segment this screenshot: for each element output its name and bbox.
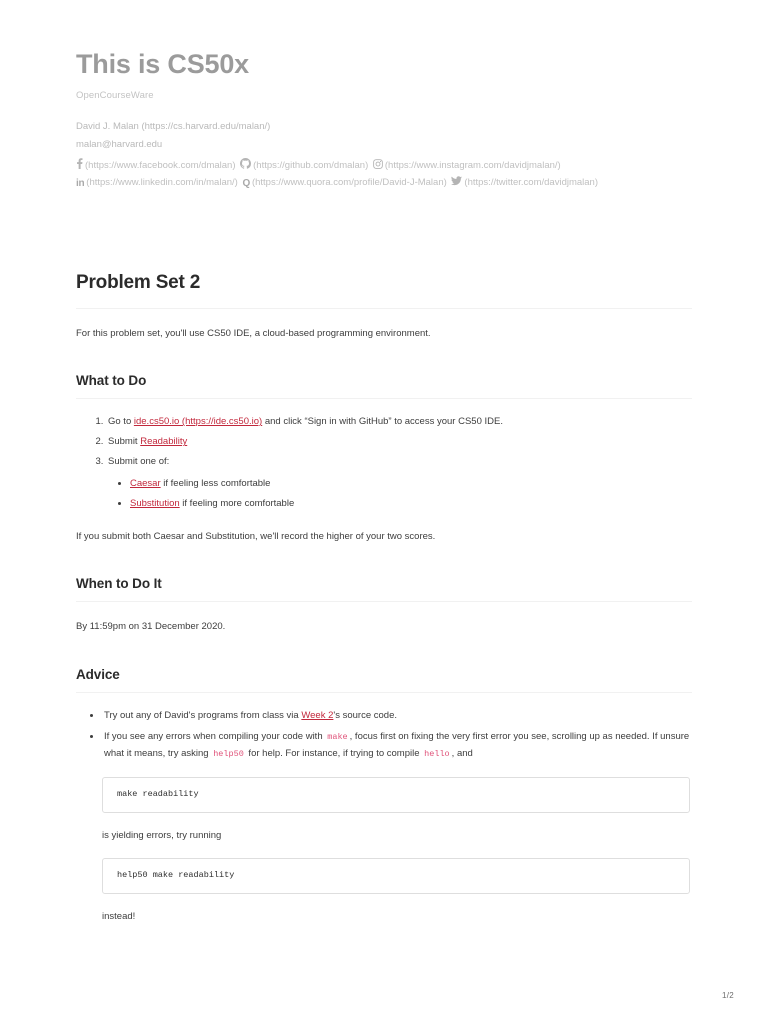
section-heading-problem-set: Problem Set 2 — [76, 271, 201, 293]
list-item — [130, 495, 692, 512]
page-number: 1/2 — [721, 991, 734, 1000]
linkedin-icon: in — [76, 178, 85, 190]
quora-icon: Q — [242, 178, 250, 190]
author-name-line: David J. Malan (https://cs.harvard.edu/malan/) — [76, 121, 271, 133]
code-block-wrapper — [102, 858, 690, 894]
advice2-part-c: for help. For instance, if trying to compile — [245, 748, 423, 760]
code-block-note-between: is yielding errors, try running — [102, 829, 222, 841]
list-item — [130, 475, 692, 492]
list-item — [102, 707, 692, 724]
social-link-twitter[interactable] — [451, 177, 598, 188]
inline-code-help50: help50 — [213, 749, 244, 760]
step1-prefix: Go to — [108, 416, 134, 428]
link-ide-cs50[interactable]: ide.cs50.io (https://ide.cs50.io) — [133, 416, 263, 428]
document-masthead — [76, 48, 692, 194]
social-url-github: (https://github.com/dmalan) — [253, 159, 369, 171]
link-week-2[interactable]: Week 2 — [301, 709, 334, 721]
step3-text: Submit one of: — [108, 456, 170, 468]
code-block-note-after: instead! — [102, 911, 136, 923]
inline-code-make: make — [327, 732, 348, 743]
list-item — [106, 433, 692, 450]
link-caesar[interactable]: Caesar — [130, 478, 161, 490]
social-url-quora: (https://www.quora.com/profile/David-J-Malan) — [251, 177, 447, 189]
social-url-facebook: (https://www.facebook.com/dmalan) — [85, 159, 236, 171]
list-item — [102, 728, 692, 763]
advice2-part-d: , and — [451, 748, 473, 760]
instagram-icon — [373, 159, 383, 169]
what-to-do-list — [76, 413, 692, 511]
social-url-instagram: (https://www.instagram.com/davidjmalan/) — [384, 159, 561, 171]
social-link-instagram[interactable] — [373, 160, 561, 171]
problem-set-intro: For this problem set, you'll use CS50 IDE, a cloud-based programming environment. — [76, 327, 431, 339]
advice-list — [76, 707, 692, 763]
social-link-linkedin[interactable] — [76, 177, 238, 188]
substitution-suffix: if feeling more comfortable — [179, 497, 295, 509]
code-block-make-readability: make readability — [102, 777, 690, 813]
deadline-text: By 11:59pm on 31 December 2020. — [76, 621, 226, 633]
submit-options-list — [108, 475, 692, 511]
facebook-icon — [76, 158, 83, 169]
list-item — [106, 413, 692, 430]
twitter-icon — [451, 176, 462, 186]
inline-code-hello: hello — [424, 749, 450, 760]
link-readability[interactable]: Readability — [140, 436, 188, 448]
social-link-github[interactable] — [240, 160, 368, 171]
section-heading-when-to-do-it: When to Do It — [76, 576, 162, 592]
social-url-linkedin: (https://www.linkedin.com/in/malan/) — [86, 177, 238, 189]
section-heading-advice: Advice — [76, 666, 120, 682]
step1-suffix: and click “Sign in with GitHub” to access your CS50 IDE. — [262, 416, 503, 428]
heading-rule — [76, 692, 692, 693]
advice1-prefix: Try out any of David's programs from class via — [104, 709, 302, 721]
what-to-do-closing: If you submit both Caesar and Substitution, we'll record the higher of your two scores. — [76, 530, 436, 542]
social-link-quora[interactable] — [242, 177, 446, 188]
document-subtitle: OpenCourseWare — [76, 90, 154, 102]
social-links-row — [76, 157, 686, 194]
author-block — [76, 118, 692, 153]
social-url-twitter: (https://twitter.com/davidjmalan) — [464, 177, 598, 189]
section-heading-what-to-do: What to Do — [76, 373, 147, 389]
heading-rule — [76, 398, 692, 399]
social-link-facebook[interactable] — [76, 160, 235, 171]
advice2-part-a: If you see any errors when compiling your code with — [104, 731, 326, 743]
author-email-line: malan@harvard.edu — [76, 138, 163, 150]
code-block-help50-make-readability: help50 make readability — [102, 858, 690, 894]
step2-prefix: Submit — [108, 436, 141, 448]
github-icon — [240, 158, 251, 169]
advice1-suffix: 's source code. — [333, 709, 397, 721]
page-title: This is CS50x — [76, 49, 249, 79]
list-item — [106, 453, 692, 511]
heading-rule — [76, 601, 692, 602]
code-block-wrapper — [102, 777, 690, 813]
advice2-part-b: , focus first on fixing the very first error you see, scrolling up as needed. If unsure what it means, try asking — [104, 731, 690, 760]
caesar-suffix: if feeling less comfortable — [160, 478, 271, 490]
link-substitution[interactable]: Substitution — [130, 497, 180, 509]
heading-rule — [76, 308, 692, 309]
